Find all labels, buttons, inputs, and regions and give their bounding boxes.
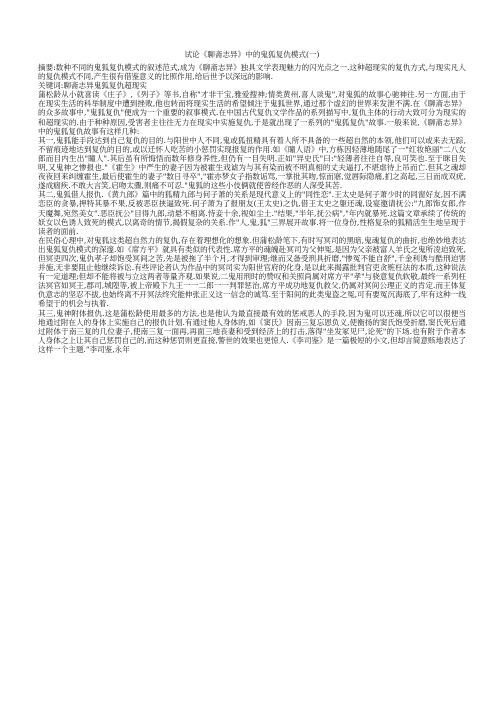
body-paragraph: 其三,鬼神附体报仇.这是蒲松龄使用最多的方法,也是他认为最直接最有效的惩戒恶人的手段.因为鬼可以还魂,所以它可以很便当地通过附在人的身体上实施自己的报仇计划.有通过他人身体的,如《窦氏》因南三复忘恩负义,使衡扬的窦氏饱受折磨,窦氏死后通过附体于南三复的几位妻子,使南三复一面再,再面三地丧妻和受到经济上的打击,落得"坐发冢见尸,论死"的下场.也有附于作者本人身体之上让其自己惩罚自己的,而这种惩罚则更直接,警世的效果也更惊人.《李司鉴》是一篇极短的小文,但却言简意赅地表达了这样一个主题."李司鉴,永年 <box>38 308 466 354</box>
body-paragraph: 在民俗心理中,对鬼狐这类超自然力的复仇,存在着理想化的想象.但蒲松龄笔下,有时写冥司的黑暗,鬼魂复仇的曲折,也绝妙地表达出鬼狐复仇模式的深邃.如《席方平》就具有类似的代表性.席方平的魂魄赴冥司为父伸冤,是因为父亲被富人羊氏之鬼所凌迫致死,但冥吏四次,鬼仇孝子却饱受冥间之苦,先是被拖了半个月,才得到审理;继而又备受刑具折磨,"惨冤不能自舒",千金利诱与酷刑迫害并施,无非要阻止他继续诉讼.有些评论者认为作品中的冥司实为阳世官府的化身,是以此来揭露批判官吏贪赃枉法的本质,这种说法有一定道理;但却不能将被与立这两者等量齐观.如果说,二鬼用刑时的赞叹和关照尚属对席方平"孝"与骁意复仇软敬,最终一系列枉法冥官如冥王,郡司,城隍等,被上帝殿下九王一一二郎一一判罪惩治,席方平成功地复仇救父,仍属对冥间公理正义的肯定.而王体复仇意志的坚忍不拔,也始终离不开冥法终究能伸张正义这一信念的诚笃.至于阳间的此类鬼盗之冤,可有要冤沉海底了,牢有这种一线希望于的机会与执着. <box>38 235 466 309</box>
abstract-paragraph: 摘要:数种不同的鬼狐复仇模式的叙述范式,成为《聊斋志异》独具文学表现魅力的闪光点之一.这种超现实的复仇方式,与现实凡人的复仇模式不同,产生很有借鉴意义的比照作用,给后世予以深远的影响. <box>38 63 466 82</box>
keywords-paragraph: 关键词:聊斋志异鬼狐复仇超现实 <box>38 81 147 91</box>
intro-paragraph: 蒲松龄从小就喜读《庄子》,《列子》等书,自称"才非干宝,雅爱搜神;情类黄州,喜人谈鬼",对鬼狐的故事心驰神往.另一方面,由于在现实生活的科举制度中遭到挫败,他也转而将现实生活的希望倾注于鬼狐世界,通过那个虚幻的世界来发泄不满.在《聊斋志异》的众多故事中,"鬼狐复仇"便成为一个重要的叙事模式.在中国古代复仇文学作品的系列描写中,复仇主体的行动大致可分为现实的和超现实的.由于种种原因,受害者主往往无力在现实中实施复仇,于是就出现了一系列的"鬼狐复仇"故事.一般来说,《聊斋志异》中的鬼狐复仇故事有这样几种: <box>38 90 466 136</box>
body-paragraph: 其一,鬼狐能手段达到自己复仇的目的.与阳世中人不同,鬼或狐扭精具有着人所不具备的一些超自然的本领,他们可以或来去无踪,不留痕迹地达到复仇的目的,或以迁怀人吃苦的小惩罚实现报复的作用.如《瞳人语》中,方栋因轻薄地随尾了一"红妆艳丽"二八女郎而目内生出"瞳人".其后虽有所悔悟而数年修身养性,但仍有一目失明.正如"异史氏"曰:"轻薄者往往自辱,良可笑也.至于眯目失明,又鬼神之惨报也."《霍生》中严生的妻子因为被霍生戏谑为与其有染而被不明真相的丈夫逼打,不堪虐待上吊而亡.但其之魂却夜夜回来纠缠霍生,最后使霍生的妻子"数日寻卒","霍亦梦女子指数诟骂,一掌批其吻,惊而寤,觉唇际隐痛,扪之高起,三日而成双疣,遂成痼疾.不敢大言笑,启吻太骤,则痛不可忍."鬼狐的这些小伎俩就使曾经作恶的人深受其苦. <box>38 135 466 191</box>
body-paragraph: 其二,鬼狐借人报仇.《黄九郎》篇中的狐精九郎与何子萧的关系是现代意义上的"同性恋".王太史是何子萧少时的同窗好友,因不满恋臣的贪暴,押特其暴不果,反被恶臣挟逼致死.何子萧为了报朋友(王太史)之仇,借王太史之躯还魂,设宴邀请抚公:"九郎饰女郎,作天魔舞,宛然美女".恶臣抚公"目得九郎,动悬不相离.恃妾十余,视如尘土."结果,"半年,抚公病","年内就暴死.这篇文章承续了传统的妖女以色诱人致死的模式,以离奇的情节,揭假复杂的关系.作"人,鬼,狐"三界展开故事.将一位身份,性格复杂的狐精活生生地呈现于读者的面前. <box>38 190 466 236</box>
document-title: 试论《聊斋志异》中的鬼狐复仇模式(一) <box>184 50 320 59</box>
